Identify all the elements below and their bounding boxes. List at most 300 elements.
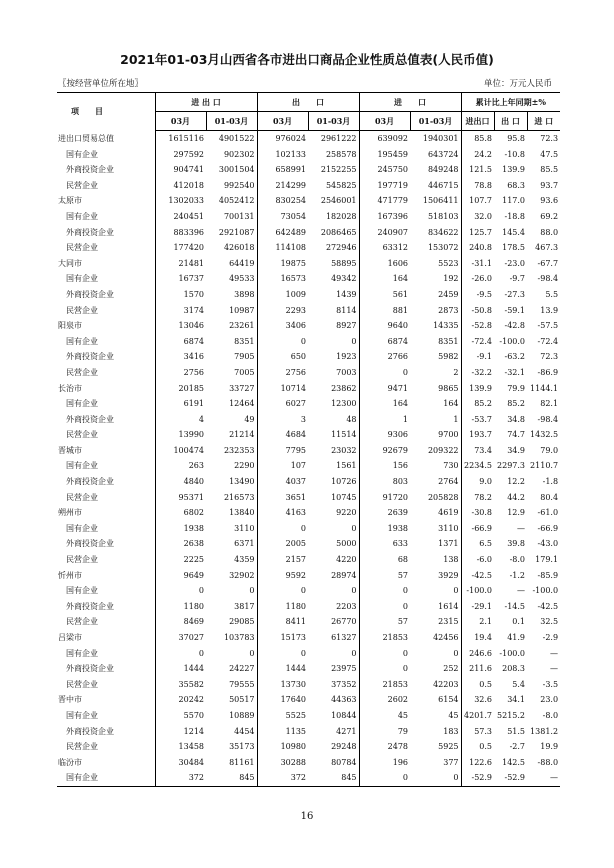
table-cell: -59.1: [504, 305, 526, 315]
subtitle-scope: 〖按经营单位所在地〗: [58, 79, 144, 89]
table-cell: 2459: [410, 287, 461, 303]
table-cell: 883396: [173, 227, 204, 237]
table-row: [57, 240, 560, 256]
import-export-header: 进 出 口: [155, 93, 257, 112]
table-cell: -66.9: [537, 523, 559, 533]
table-cell: -100.0: [532, 586, 559, 596]
table-cell: 2764: [410, 474, 461, 490]
table-cell: 121.5: [469, 165, 493, 175]
table-cell: -72.4: [537, 336, 559, 346]
table-cell: 845: [308, 770, 359, 786]
table-cell: 297592: [173, 149, 204, 159]
table-cell: 0: [198, 586, 204, 596]
table-cell: 177420: [173, 243, 204, 253]
row-label: 长治市: [57, 381, 155, 397]
table-row: [57, 739, 560, 755]
table-cell: 834622: [410, 225, 461, 241]
table-cell: 4619: [410, 505, 461, 521]
row-label: 阳泉市: [57, 318, 155, 334]
table-cell: 32.6: [474, 695, 493, 705]
table-cell: 0: [300, 336, 307, 346]
table-cell: 2638: [183, 539, 204, 549]
table-row: [57, 646, 560, 662]
table-cell: 0: [402, 601, 409, 611]
table-cell: 85.5: [540, 165, 559, 175]
table-cell: 12300: [308, 396, 359, 412]
table-cell: 849248: [410, 162, 461, 178]
row-label: 国有企业: [57, 396, 155, 412]
import-header: 进 口: [359, 93, 461, 112]
table-cell: 1: [410, 412, 461, 428]
table-row: [57, 318, 560, 334]
table-cell: -31.1: [471, 258, 493, 268]
table-cell: 4220: [308, 552, 359, 568]
table-cell: —: [517, 523, 526, 533]
table-cell: 992540: [206, 178, 257, 194]
table-cell: 6154: [410, 692, 461, 708]
table-cell: -63.2: [504, 352, 526, 362]
table-cell: 2756: [285, 367, 307, 377]
table-cell: 93.7: [540, 180, 559, 190]
table-cell: -66.9: [471, 523, 493, 533]
table-cell: -23.0: [504, 258, 526, 268]
table-cell: 4: [198, 414, 204, 424]
table-cell: 125.7: [469, 227, 493, 237]
table-cell: -86.9: [537, 367, 559, 377]
table-cell: 13458: [178, 742, 204, 752]
row-label: 国有企业: [57, 646, 155, 662]
table-cell: 78.8: [474, 180, 493, 190]
table-row: [57, 178, 560, 194]
table-cell: -98.4: [537, 414, 559, 424]
table-cell: 258578: [308, 147, 359, 163]
table-cell: 5570: [183, 710, 204, 720]
table-cell: 3174: [183, 305, 204, 315]
table-cell: 1439: [308, 287, 359, 303]
table-cell: 78.2: [474, 492, 493, 502]
table-cell: 1570: [183, 289, 204, 299]
table-cell: 6191: [183, 399, 204, 409]
table-cell: 3: [300, 414, 307, 424]
table-cell: 5925: [410, 739, 461, 755]
table-cell: 3929: [410, 568, 461, 584]
table-cell: 1144.1: [530, 383, 559, 393]
table-cell: 4052412: [206, 193, 257, 209]
table-cell: 700131: [206, 209, 257, 225]
row-label: 国有企业: [57, 271, 155, 287]
table-cell: 240907: [377, 227, 409, 237]
page-number: 16: [300, 811, 314, 822]
table-cell: 167396: [377, 211, 409, 221]
table-cell: -100.0: [466, 586, 493, 596]
table-cell: 2478: [387, 742, 409, 752]
table-cell: -30.8: [471, 508, 493, 518]
table-cell: 4163: [285, 508, 307, 518]
table-cell: 21481: [178, 258, 204, 268]
row-label: 太原市: [57, 193, 155, 209]
ex-month-header: 03月: [257, 112, 308, 131]
table-cell: 4271: [308, 724, 359, 740]
table-cell: 0: [410, 583, 461, 599]
table-cell: 208.3: [502, 664, 526, 674]
table-cell: 72.3: [540, 352, 559, 362]
table-cell: 164: [392, 399, 409, 409]
table-cell: 2005: [285, 539, 307, 549]
table-cell: 6874: [183, 336, 204, 346]
table-cell: 2766: [387, 352, 409, 362]
table-cell: 7005: [206, 365, 257, 381]
table-cell: 1302033: [168, 196, 204, 206]
row-label: 外商投资企业: [57, 536, 155, 552]
table-cell: 10745: [308, 490, 359, 506]
table-cell: 14335: [410, 318, 461, 334]
table-cell: 19875: [280, 258, 307, 268]
table-cell: -88.0: [537, 757, 559, 767]
table-cell: 372: [257, 770, 308, 786]
table-cell: 377: [410, 755, 461, 771]
table-cell: 4454: [206, 724, 257, 740]
table-cell: -26.0: [471, 274, 493, 284]
table-cell: 195459: [377, 149, 409, 159]
table-cell: 35173: [206, 739, 257, 755]
table-row: [57, 458, 560, 474]
table-cell: 72.3: [540, 134, 559, 143]
table-cell: 7003: [308, 365, 359, 381]
table-cell: 37352: [308, 677, 359, 693]
row-label: 民营企业: [57, 490, 155, 506]
table-cell: 5.5: [545, 289, 559, 299]
row-label: 国有企业: [57, 147, 155, 163]
table-cell: 164: [392, 274, 409, 284]
table-row: [57, 271, 560, 287]
table-cell: 107: [290, 461, 307, 471]
table-cell: 272946: [308, 240, 359, 256]
table-cell: 467.3: [535, 243, 559, 253]
table-cell: —: [550, 648, 559, 658]
table-cell: 0: [402, 664, 409, 674]
table-row: [57, 599, 560, 615]
row-label: 民营企业: [57, 365, 155, 381]
table-cell: 5982: [410, 349, 461, 365]
table-row: [57, 661, 560, 677]
table-row: [57, 614, 560, 630]
table-cell: -42.5: [471, 570, 493, 580]
table-cell: 1506411: [410, 193, 461, 209]
table-cell: 145.4: [502, 227, 526, 237]
table-cell: 9700: [410, 427, 461, 443]
table-row: [57, 131, 560, 147]
table-row: [57, 505, 560, 521]
table-cell: 3817: [206, 599, 257, 615]
table-cell: 2297.3: [497, 461, 526, 471]
row-label: 国有企业: [57, 458, 155, 474]
table-cell: -52.9: [494, 770, 527, 786]
table-cell: 138: [410, 552, 461, 568]
table-cell: 658991: [275, 165, 307, 175]
table-cell: 196: [392, 757, 409, 767]
export-header: 出 口: [257, 93, 359, 112]
table-cell: 139.9: [469, 383, 493, 393]
table-cell: 79.9: [507, 383, 526, 393]
table-cell: 57.3: [474, 726, 493, 736]
table-row: [57, 396, 560, 412]
table-cell: 1432.5: [530, 430, 559, 440]
table-cell: -67.7: [537, 258, 559, 268]
table-cell: 2639: [387, 508, 409, 518]
table-cell: 205828: [410, 490, 461, 506]
table-cell: 103783: [206, 630, 257, 646]
table-cell: 1615116: [168, 134, 204, 143]
table-cell: 29085: [206, 614, 257, 630]
table-cell: 10844: [308, 708, 359, 724]
table-cell: 518103: [410, 209, 461, 225]
table-cell: 2756: [183, 367, 204, 377]
table-cell: 32.5: [540, 617, 559, 627]
table-row: [57, 162, 560, 178]
table-cell: 183: [410, 724, 461, 740]
table-cell: 2546001: [308, 193, 359, 209]
table-cell: 245750: [377, 165, 409, 175]
table-cell: 0: [206, 583, 257, 599]
table-row: [57, 334, 560, 350]
table-cell: 1009: [285, 289, 307, 299]
table-cell: 24227: [206, 661, 257, 677]
row-label: 民营企业: [57, 552, 155, 568]
table-cell: 82.1: [540, 399, 559, 409]
table-cell: 12464: [206, 396, 257, 412]
table-cell: 830254: [275, 196, 307, 206]
table-cell: 21853: [382, 679, 409, 689]
table-cell: 2234.5: [464, 461, 493, 471]
table-cell: 642489: [275, 227, 307, 237]
table-cell: 153072: [410, 240, 461, 256]
subtitle-unit: 单位：万元人民币: [483, 79, 552, 89]
table-cell: -53.7: [471, 414, 493, 424]
row-label: 民营企业: [57, 614, 155, 630]
table-cell: -9.1: [476, 352, 493, 362]
table-cell: 252: [410, 661, 461, 677]
table-cell: 10889: [206, 708, 257, 724]
table-row: [57, 755, 560, 771]
table-cell: 2873: [410, 303, 461, 319]
table-cell: 561: [392, 289, 409, 299]
row-label: 临汾市: [57, 755, 155, 771]
table-row: [57, 490, 560, 506]
table-cell: 13990: [178, 430, 204, 440]
table-cell: 122.6: [469, 757, 493, 767]
table-cell: -43.0: [537, 539, 559, 549]
table-cell: 9649: [183, 570, 204, 580]
table-cell: 93.6: [540, 196, 559, 206]
table-cell: 3416: [183, 352, 204, 362]
row-label: 外商投资企业: [57, 349, 155, 365]
table-cell: 34.9: [507, 445, 526, 455]
table-cell: 9471: [387, 383, 409, 393]
table-cell: -29.1: [471, 601, 493, 611]
row-label: 民营企业: [57, 240, 155, 256]
table-cell: 85.8: [474, 134, 493, 143]
row-label: 外商投资企业: [57, 724, 155, 740]
row-label: 外商投资企业: [57, 661, 155, 677]
table-cell: -61.0: [537, 508, 559, 518]
table-cell: 1: [402, 414, 409, 424]
table-cell: 214299: [275, 180, 307, 190]
row-label: 晋城市: [57, 443, 155, 459]
table-body: [57, 131, 560, 787]
table-row: [57, 427, 560, 443]
row-label: 外商投资企业: [57, 599, 155, 615]
table-cell: 372: [155, 770, 206, 786]
table-cell: 4201.7: [464, 710, 493, 720]
table-cell: 0: [206, 646, 257, 662]
table-cell: -98.4: [537, 274, 559, 284]
table-cell: 164: [410, 396, 461, 412]
table-cell: 10726: [308, 474, 359, 490]
table-row: [57, 303, 560, 319]
table-cell: 2152255: [308, 162, 359, 178]
table-cell: 2.1: [479, 617, 493, 627]
table-cell: 63312: [382, 243, 409, 253]
ie-month-header: 03月: [155, 112, 206, 131]
table-cell: 1180: [183, 601, 204, 611]
row-label: 外商投资企业: [57, 474, 155, 490]
table-cell: 5215.2: [497, 710, 526, 720]
ex-cumulative-header: 01-03月: [308, 112, 359, 131]
table-cell: 6.5: [479, 539, 493, 549]
table-cell: 80784: [308, 755, 359, 771]
row-label: 晋中市: [57, 692, 155, 708]
table-cell: 0.1: [512, 617, 526, 627]
table-cell: 81161: [206, 755, 257, 771]
table-cell: -52.8: [471, 321, 493, 331]
row-label: 外商投资企业: [57, 225, 155, 241]
yoy-header: 累计比上年同期±%: [461, 93, 560, 112]
table-cell: 845: [206, 770, 257, 786]
table-cell: 61327: [308, 630, 359, 646]
table-cell: 1938: [183, 523, 204, 533]
row-label: 进出口贸易总值: [57, 131, 155, 147]
table-cell: 1214: [183, 726, 204, 736]
table-cell: 1923: [308, 349, 359, 365]
table-cell: 803: [392, 477, 409, 487]
table-cell: 10987: [206, 303, 257, 319]
row-label: 民营企业: [57, 739, 155, 755]
table-cell: -14.5: [504, 601, 526, 611]
table-cell: 182028: [308, 209, 359, 225]
table-cell: 20185: [178, 383, 204, 393]
table-row: [57, 521, 560, 537]
table-row: [57, 443, 560, 459]
table-cell: 88.0: [540, 227, 559, 237]
table-cell: 0: [198, 648, 204, 658]
table-row: [57, 193, 560, 209]
table-cell: 7795: [285, 445, 307, 455]
table-cell: 3110: [410, 521, 461, 537]
table-cell: 2602: [387, 695, 409, 705]
table-cell: -10.8: [504, 149, 526, 159]
table-cell: -72.4: [471, 336, 493, 346]
row-label: 吕梁市: [57, 630, 155, 646]
row-label: 民营企业: [57, 677, 155, 693]
table-row: [57, 381, 560, 397]
table-cell: 8351: [206, 334, 257, 350]
table-cell: 142.5: [502, 757, 526, 767]
table-cell: 9306: [387, 430, 409, 440]
table-cell: 2225: [183, 555, 204, 565]
table-cell: 117.0: [502, 196, 526, 206]
table-cell: 2315: [410, 614, 461, 630]
table-cell: 0: [308, 646, 359, 662]
row-label: 民营企业: [57, 427, 155, 443]
table-cell: 246.6: [469, 648, 493, 658]
table-cell: -100.0: [499, 336, 526, 346]
table-cell: 4037: [285, 477, 307, 487]
table-cell: -8.0: [542, 710, 559, 720]
table-row: [57, 287, 560, 303]
subtitle-bar: [58, 77, 552, 89]
table-cell: —: [527, 770, 560, 786]
table-cell: 639092: [377, 134, 409, 143]
table-cell: -18.8: [504, 211, 526, 221]
row-label: 国有企业: [57, 209, 155, 225]
table-cell: 9640: [387, 321, 409, 331]
table-cell: 85.2: [507, 399, 526, 409]
table-cell: -1.8: [542, 477, 559, 487]
table-cell: 23.0: [540, 695, 559, 705]
table-row: [57, 724, 560, 740]
table-cell: -42.5: [537, 601, 559, 611]
table-cell: 48: [308, 412, 359, 428]
table-cell: -42.8: [504, 321, 526, 331]
row-label: 国有企业: [57, 770, 155, 786]
table-cell: -32.2: [471, 367, 493, 377]
table-cell: 0: [308, 334, 359, 350]
im-month-header: 03月: [359, 112, 410, 131]
table-cell: 6802: [183, 508, 204, 518]
table-cell: 58895: [308, 256, 359, 272]
table-cell: 2: [410, 365, 461, 381]
table-cell: 3406: [285, 321, 307, 331]
table-cell: 42203: [410, 677, 461, 693]
table-cell: 13490: [206, 474, 257, 490]
table-cell: -6.0: [476, 555, 493, 565]
table-row: [57, 630, 560, 646]
table-cell: 37027: [178, 633, 204, 642]
table-cell: 42456: [410, 630, 461, 646]
table-cell: 8351: [410, 334, 461, 350]
table-cell: 21853: [382, 633, 409, 642]
table-cell: 232353: [206, 443, 257, 459]
table-cell: 45: [397, 710, 409, 720]
table-cell: 0: [308, 583, 359, 599]
table-cell: -57.5: [537, 321, 559, 331]
table-cell: 3651: [285, 492, 307, 502]
table-cell: 4840: [183, 477, 204, 487]
table-cell: 633: [392, 539, 409, 549]
row-label: 国有企业: [57, 708, 155, 724]
table-cell: 10714: [280, 383, 307, 393]
table-cell: 1614: [410, 599, 461, 615]
table-cell: 0: [300, 648, 307, 658]
table-cell: 79.0: [540, 445, 559, 455]
table-cell: 8469: [183, 617, 204, 627]
table-cell: 79555: [206, 677, 257, 693]
table-cell: 23032: [308, 443, 359, 459]
table-cell: 64419: [206, 256, 257, 272]
table-cell: 6874: [387, 336, 409, 346]
table-cell: 45: [410, 708, 461, 724]
table-cell: 211.6: [469, 664, 493, 674]
